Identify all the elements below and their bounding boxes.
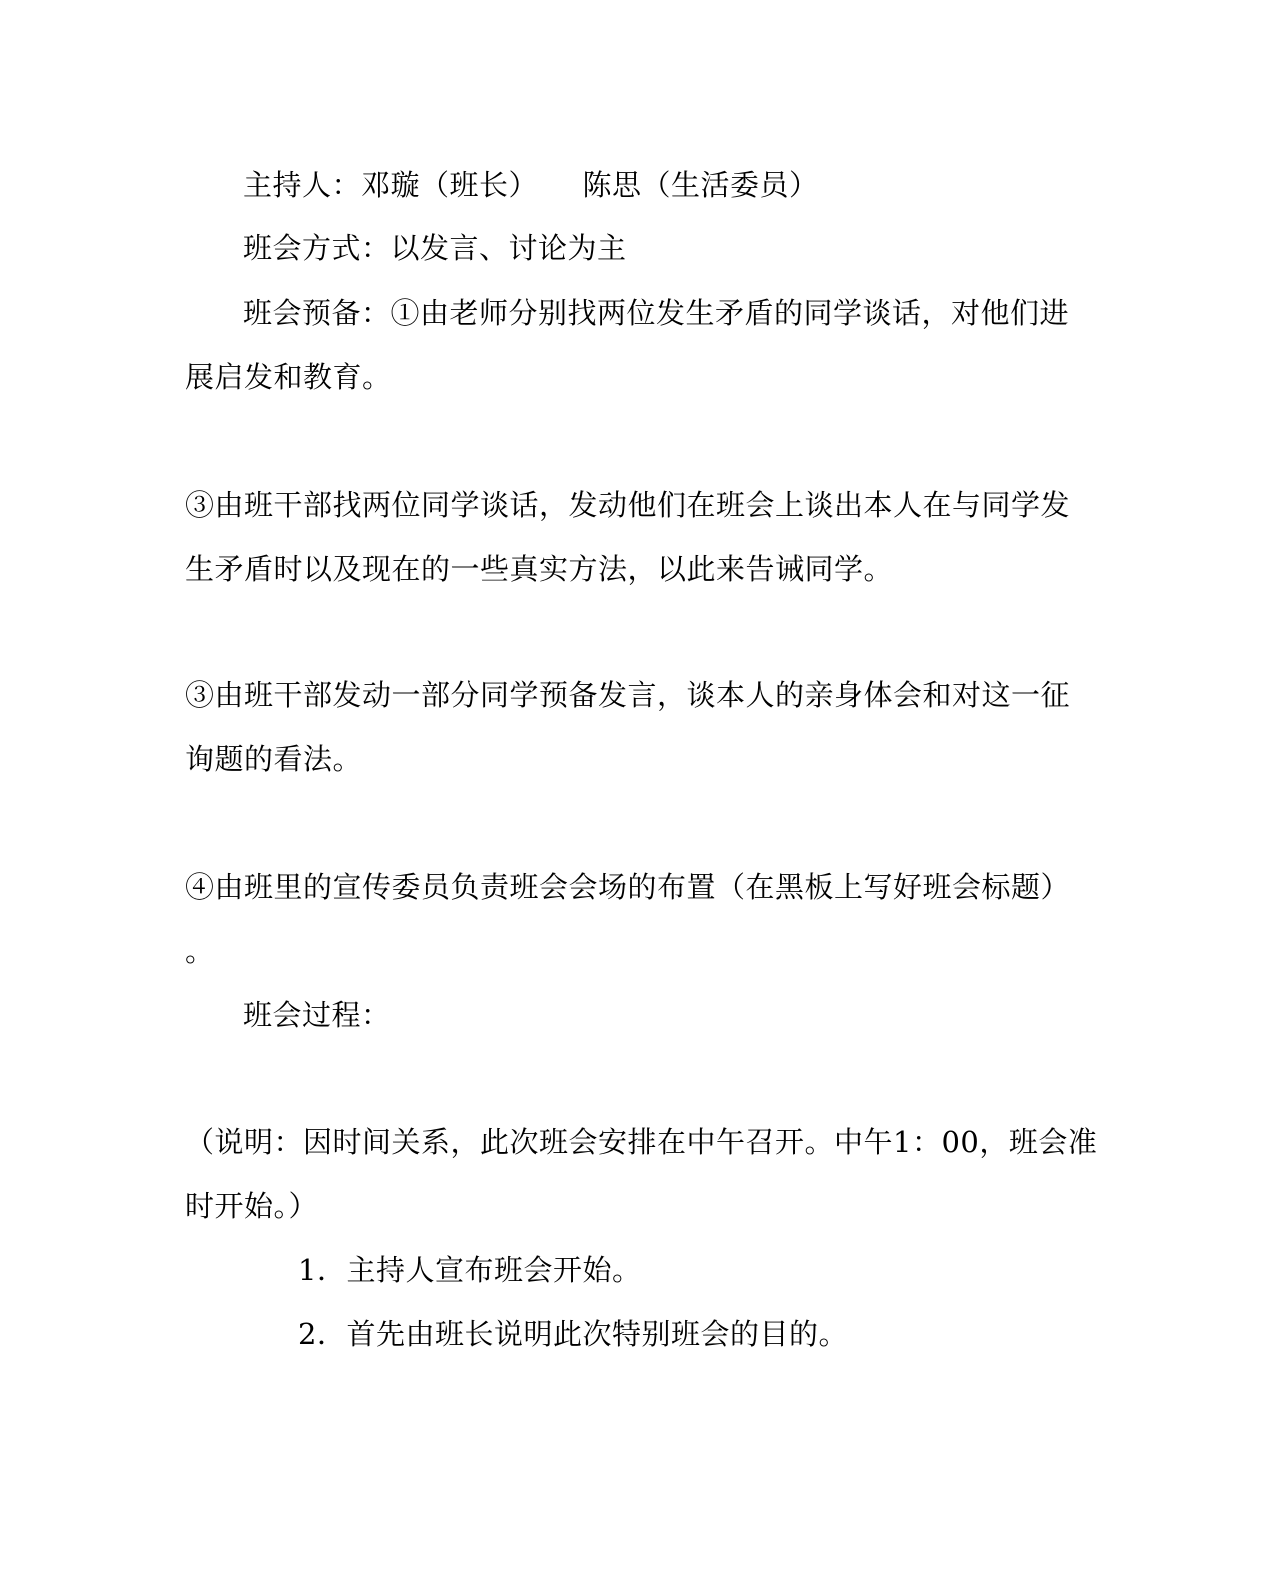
- note-line-1: （说明：因时间关系，此次班会安排在中午召开。中午1：00，班会准: [185, 1125, 1098, 1159]
- note-line-2: 时开始。）: [185, 1189, 319, 1223]
- preparation-item-2-line-1: ③由班干部找两位同学谈话，发动他们在班会上谈出本人在与同学发: [185, 488, 1071, 522]
- preparation-item-3-line-1: ③由班干部发动一部分同学预备发言，谈本人的亲身体会和对这一征: [185, 678, 1071, 712]
- preparation-item-4-line-2: 。: [185, 934, 215, 968]
- step-1: 1．主持人宣布班会开始。: [298, 1253, 642, 1287]
- preparation-line-1: 班会预备：①由老师分别找两位发生矛盾的同学谈话，对他们进: [243, 296, 1070, 330]
- preparation-item-3-line-2: 询题的看法。: [185, 742, 363, 776]
- preparation-item-2-line-2: 生矛盾时以及现在的一些真实方法，以此来告诫同学。: [185, 552, 894, 586]
- meeting-format-line: 班会方式：以发言、讨论为主: [243, 231, 627, 265]
- process-heading: 班会过程：: [243, 998, 391, 1032]
- preparation-line-2: 展启发和教育。: [185, 360, 392, 394]
- preparation-item-4-line-1: ④由班里的宣传委员负责班会会场的布置（在黑板上写好班会标题）: [185, 870, 1071, 904]
- host-line: 主持人：邓璇（班长） 陈思（生活委员）: [243, 168, 819, 202]
- step-2: 2．首先由班长说明此次特别班会的目的。: [298, 1317, 848, 1351]
